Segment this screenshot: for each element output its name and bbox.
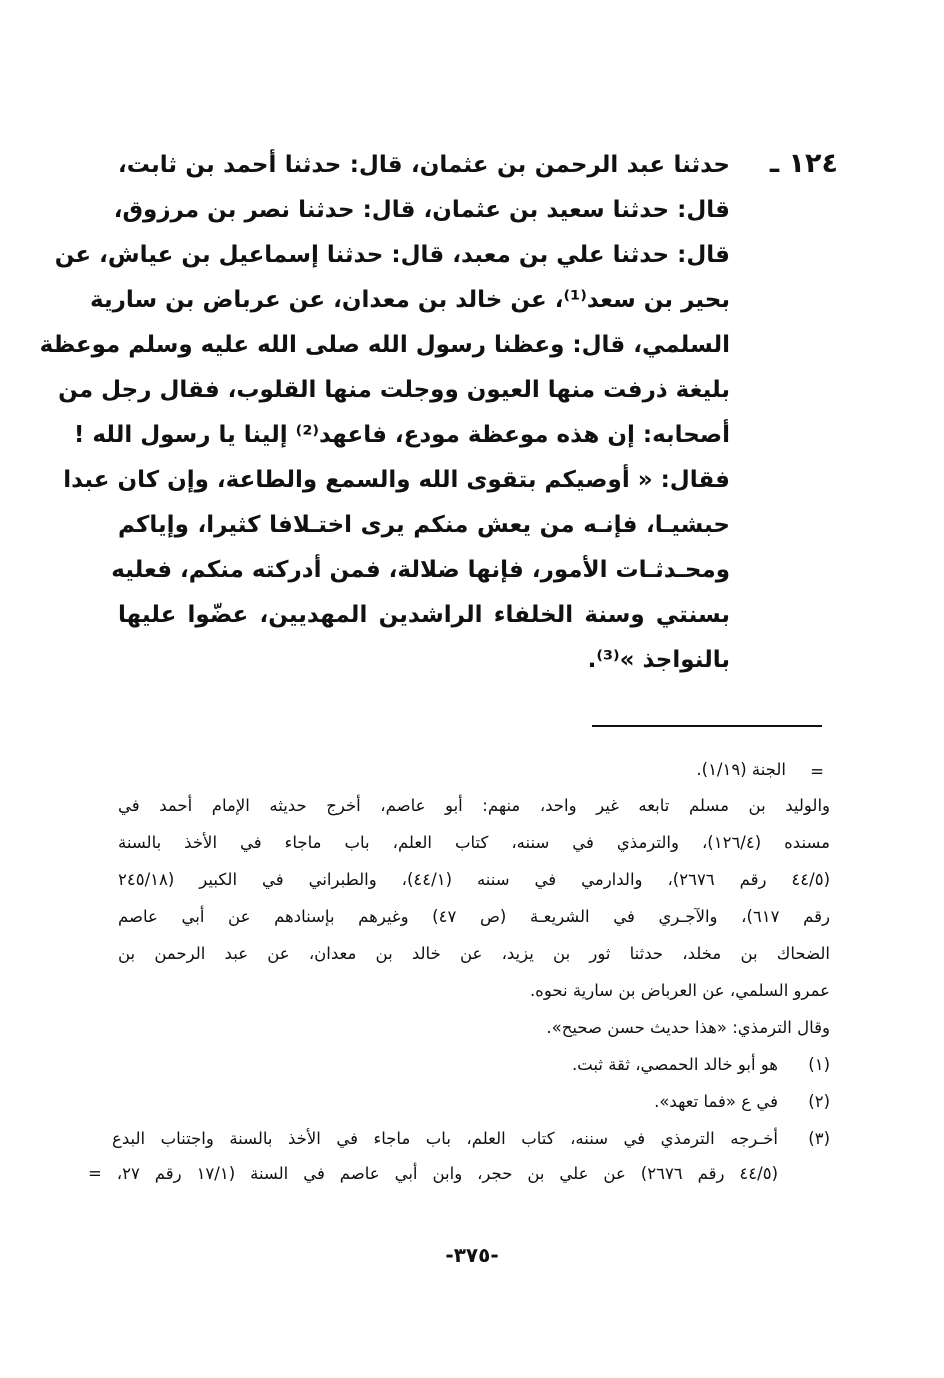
footnote-marker: (١) (808, 1055, 830, 1074)
footnote-line: مسنده (١٢٦/٤)، والترمذي في سننه، كتاب العلم، باب ماجاء في الأخذ بالسنة (118, 833, 830, 852)
footnote-line: الضحاك بن مخلد، حدثنا ثور بن يزيد، عن خالد بن معدان، عن عبد الرحمن بن (118, 944, 830, 963)
footnote-marker: (٣) (808, 1129, 830, 1148)
hadith-text-line: السلمي، قال: وعظنا رسول الله صلى الله عليه وسلم موعظة (39, 332, 730, 358)
hadith-text-line: فقال: « أوصيكم بتقوى الله والسمع والطاعة، وإن كان عبدا (63, 467, 730, 493)
hadith-text-line: حدثنا عبد الرحمن بن عثمان، قال: حدثنا أحمد بن ثابت، (118, 152, 730, 178)
hadith-text-line: حبشيـا، فإنـه من يعش منكم يرى اختـلافا كثيرا، وإياكم (118, 512, 730, 538)
footnote-line: (٤٤/٥ رقم ٢٦٧٦) عن علي بن حجر، وابن أبي عاصم في السنة (١٧/١ رقم ٢٧، = (88, 1164, 778, 1183)
hadith-text-line: بسنتي وسنة الخلفاء الراشدين المهديين، عضّوا عليها (118, 602, 730, 628)
footnote-line: رقم ٦١٧)، والآجـري في الشريعـة (ص ٤٧) وغيرهم بإسنادهم عن أبي عاصم (118, 907, 830, 926)
hadith-text-line: ومحـدثـات الأمور، فإنها ضلالة، فمن أدركته منكم، فعليه (111, 557, 730, 583)
hadith-text-line: قال: حدثنا علي بن معبد، قال: حدثنا إسماعيل بن عياش، عن (54, 242, 730, 268)
footnote-line: والوليد بن مسلم تابعه غير واحد، منهم: أبو عاصم، أخرج حديثه الإمام أحمد في (118, 796, 830, 815)
footnote-line: عمرو السلمي، عن العرباض بن سارية نحوه. (529, 981, 830, 1000)
footnote-line: الجنة (١/١٩). (696, 760, 786, 779)
hadith-text-line: بحير بن سعد⁽¹⁾، عن خالد بن معدان، عن عرباض بن سارية (90, 287, 730, 313)
hadith-number: ١٢٤ ـ (769, 148, 838, 179)
footnote-line: هو أبو خالد الحمصي، ثقة ثبت. (571, 1055, 778, 1074)
hadith-text-line: أصحابه: إن هذه موعظة مودع، فاعهد⁽²⁾ إلينا يا رسول الله ! (73, 422, 730, 448)
continuation-marker: = (810, 762, 824, 781)
footnote-separator (592, 725, 822, 727)
footnote-line: أخـرجه الترمذي في سننه، كتاب العلم، باب ماجاء في الأخذ بالسنة واجتناب البدع (112, 1129, 778, 1148)
hadith-text-line: بالنواجذ »⁽³⁾. (587, 647, 730, 673)
footnote-marker: (٢) (808, 1092, 830, 1111)
page-number: -٣٧٥- (445, 1243, 499, 1267)
footnote-line: في ع «فما تعهد». (654, 1092, 778, 1111)
footnote-line: وقال الترمذي: «هذا حديث حسن صحيح». (546, 1018, 830, 1037)
footnote-line: (٤٤/٥ رقم ٢٦٧٦)، والدارمي في سننه (٤٤/١)، والطبراني في الكبير (٢٤٥/١٨ (118, 870, 830, 889)
hadith-text-line: بليغة ذرفت منها العيون ووجلت منها القلوب، فقال رجل من (58, 377, 730, 403)
hadith-text-line: قال: حدثنا سعيد بن عثمان، قال: حدثنا نصر بن مرزوق، (113, 197, 730, 223)
